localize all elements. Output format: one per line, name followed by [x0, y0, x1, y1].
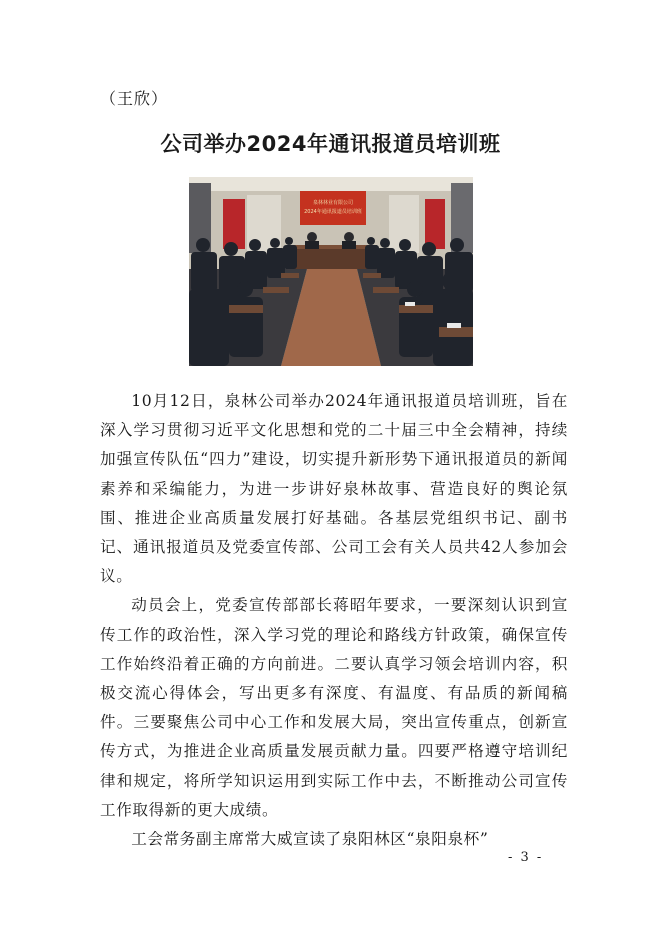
paragraph-2: 动员会上，党委宣传部部长蒋昭年要求，一要深刻认识到宣传工作的政治性，深入学习党的理论和路线方针政策，确保宣传工作始终沿着正确的方向前进。二要认真学习领会培训内容，积极交流心得体会，写出更多有深度、有温度、有品质的新闻稿件。三要聚焦公司中心工作和发展大局，突出宣传重点，创新宣传方式，为推进企业高质量发展贡献力量。四要严格遵守培训纪律和规定，将所学知识运用到实际工作中去，不断推动公司宣传工作取得新的更大成绩。 — [100, 596, 568, 819]
article-title: 公司举办2024年通讯报道员培训班 — [160, 132, 501, 156]
author-line: （王欣） — [100, 89, 169, 108]
meeting-photo — [189, 177, 473, 366]
banner-line-2: 2024年通讯报道员培训班 — [304, 209, 362, 215]
page-number: - 3 - — [508, 850, 544, 865]
article-body — [100, 387, 568, 854]
banner-line-1: 泉林林业有限公司 — [312, 200, 354, 206]
paragraph-3: 工会常务副主席常大威宣读了泉阳林区“泉阳泉杯” — [131, 830, 489, 849]
paragraph-1: 10月12日，泉林公司举办2024年通讯报道员培训班，旨在深入学习贯彻习近平文化思想和党的二十届三中全会精神，持续加强宣传队伍“四力”建设，切实提升新形势下通讯报道员的新闻素养和采编能力，为进一步讲好泉林故事、营造良好的舆论氛围、推进企业高质量发展打好基础。各基层党组织书记、副书记、通讯报道员及党委宣传部、公司工会有关人员共42人参加会议。 — [100, 392, 568, 586]
